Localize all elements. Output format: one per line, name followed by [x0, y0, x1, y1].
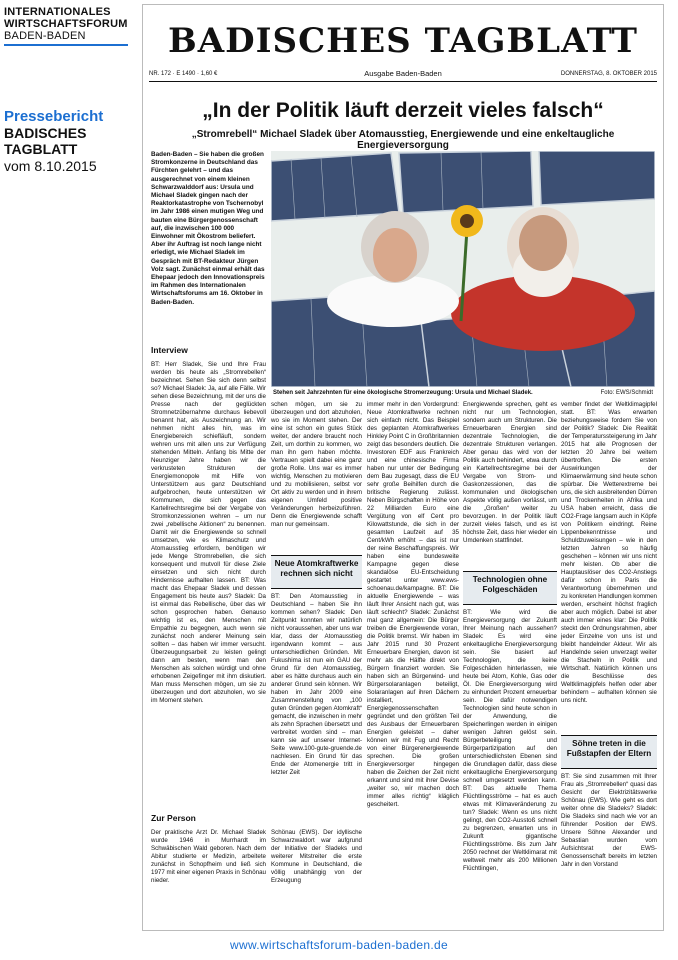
source-line-1: BADISCHES — [4, 125, 87, 141]
text-column-4b: BT: Wie wird die Energieversorgung der Zukunft Ihrer Meinung nach aussehen? Sladek: Es wird eine enkeltaugliche Energieversorgung sein. Sie basiert auf Technologien, die keine Folgeschäden hinterlassen, wie heute bei Atom, Kohle, Gas oder Öl. Die Energieversorgung wird zu einhundert Prozent erneuerbar sein. Die dafür notwendigen Technologien sind heute schon in der Anwendung, die Speicherlingen werden in einigen wenigen Jahren gelöst sein. Bürgerbeteiligung und Bürgerpartizipation auf den unterschiedlichsten Ebenen sind die Grundlagen dafür, dass diese enkeltaugliche Energieversorgung schnell umgesetzt werden kann. BT: Das aktuelle Thema Flüchtlingsströme – hat es auch etwas mit Klimaveränderung zu tun? Sladek: Wenn es uns nicht gelingt, den CO2-Ausstoß schnell zu begrenzen, erwarten uns in Zukunft gigantische Flüchtlingsströme. Bis zum Jahr 2050 rechnet der Weltklimarat mit weltweit mehr als 200 Millionen Flüchtlingen, — [463, 609, 557, 872]
sidebar — [4, 6, 138, 174]
article-lead: Baden-Baden – Sie haben die großen Stromkonzerne in Deutschland das Fürchten gelehrt – und das ausgerechnet von einem kleinen Schwarzwalddorf aus: Ursula und Michael Sladek gingen nach der Reaktorkatastrophe von Tschernobyl im Jahr 1986 einen mutigen Weg und bauten eine Bürgergenossenschaft auf, die inzwischen 100 000 Einwohner mit Ökostrom beliefert. Aber ihr Auftrag ist noch lange nicht erledigt, wie Michael Sladek im Gespräch mit BT-Redakteur Jürgen Volz sagt. Zunächst einmal erhält das Ehepaar jedoch den Innovationspreis im Rahmen des Internationalen Wirtschaftsforums am 16. Oktober in Baden-Baden. — [151, 151, 265, 306]
box-sons: Söhne treten in die Fußstapfen der Eltern — [561, 735, 657, 769]
person-text-1: Der praktische Arzt Dr. Michael Sladek wurde 1946 in Murrhardt im Schwäbischen Wald geboren. Nach dem Abitur studierte er Medizin, arbeitete zunächst in Schopfheim und ließ sich 1977 mit einer eigenen Praxis in Schönau nieder. — [151, 829, 266, 884]
newspaper-masthead: BADISCHES TAGBLATT — [168, 21, 638, 61]
masthead-rule — [149, 81, 657, 82]
org-name-line-3: BADEN-BADEN — [4, 30, 86, 42]
org-rule — [4, 44, 128, 46]
text-column-3: immer mehr in den Vordergrund: Neue Atomkraftwerke rechnen sich einfach nicht. Das Beispiel des geplanten Atomkraftwerkes Hinkley Point C in Großbritannien zeigt das besonders deutlich. Die Investoren EDF aus Frankreich und eine chinesische Firma haben nur unter der Bedingung dem Bau zugesagt, dass die EU sehr große Beihilfen durch die britische Regierung zulässt. Neben Bürgschaften in Höhe von 22 Milliarden Euro eine Vergütung von elf Cent pro Kilowattstunde, die sich in der gesamten Laufzeit auf 35 Cent/kWh erhöht – das ist nur der reine Beschaffungspreis. Wir haben eine bundesweite Kampagne gegen diese skandalöse EU-Entscheidung gestartet unter www.ews-schoenau.de/kampagne. BT: Die aktuelle Energiewende – was läuft Ihrer Ansicht nach gut, was läuft schlecht? Sladek: Zunächst mal ganz allgemein: Die Bürger treiben die Energiewende voran, die Politik bremst. Wir haben im Jahr 2015 rund 30 Prozent Erneuerbare Energien, davon ist mehr als die Hälfte direkt von Bürgern finanziert worden. Sie haben sich an Bürgerwind- und Bürgersolaranlagen beteiligt, Solaranlagen auf ihren Dächern installiert, Energiegenossenschaften gegründet und den größten Teil des Ausbaus der Erneuerbaren Energien geleistet – daher können wir mit Fug und Recht von einer Bürgerenergiewende sprechen. Die großen Energieversorger hingegen haben die Zeichen der Zeit nicht erkannt und sind mit ihrer Devise „weiter so, wir machen doch immer alles richtig“ kläglich gescheitert. — [367, 401, 459, 808]
text-column-2: schen mögen, um sie zu überzeugen und dort abzuholen, wo sie im Moment stehen. Der eine ist schon ein gutes Stück weiter, der andere braucht noch Zeit, um dorthin zu kommen, wo man ihn gern haben möchte. Vertrauen spielt dabei eine ganz große Rolle. Uns war es immer wichtig, Menschen zu motivieren und zu mobilisieren, selbst vor Ort aktiv zu werden und in ihrem eigenen Umfeld positive Veränderungen herbeizuführen. Denn die Energiewende schafft man nur gemeinsam. — [271, 401, 362, 528]
solar-portrait-illustration — [271, 151, 655, 387]
box-technologies: Technologien ohne Folgeschäden — [463, 571, 557, 605]
footer-url[interactable]: www.wirtschaftsforum-baden-baden.de — [230, 938, 448, 952]
section-zur-person: Zur Person — [151, 813, 196, 823]
box-new-nuclear-plants: Neue Atomkraftwerke rechnen sich nicht — [271, 555, 362, 589]
section-interview: Interview — [151, 345, 188, 355]
article-subheadline: „Stromrebell“ Michael Sladek über Atomausstieg, Energiewende und eine enkeltaugliche Energieversorgung — [191, 129, 615, 151]
article-headline: „In der Politik läuft derzeit vieles falsch“ — [202, 99, 604, 122]
org-name-line-2: WIRTSCHAFTSFORUM — [4, 18, 128, 30]
photo-caption-text: Stehen seit Jahrzehnten für eine ökologische Stromerzeugung: Ursula und Michael Sladek. — [273, 390, 533, 396]
article-photo — [271, 151, 655, 387]
person-text-2: Schönau (EWS). Der idyllische Schwarzwaldort war aufgrund der Initiative der Sladeks und weiterer Mitstreiter die erste Kommune in Deutschland, die völlig unabhängig von der Erzeugung — [271, 829, 362, 884]
report-date: vom 8.10.2015 — [4, 158, 97, 174]
text-column-5: vember findet der Weltklimagipfel statt. BT: Was erwarten beziehungsweise fordern Sie von der Politik? Sladek: Die Realität der Temperaturssteigerung im Jahr 2015 hat alle Prognosen der letzten 20 Jahre bei weitem übertroffen. Die ersten Auswirkungen der Klimaerwärmung sind heute schon spürbar. Die Wetterextreme bei uns, die sich ausbreitenden Dürren und Trockenheiten in Afrika und USA haben erreicht, dass die CO2-Frage langsam auch in Köpfe von Politikern eindringt. Reine Lippenbekenntnisse und Schuldzuweisungen – wie in den letzten Jahren so häufig geschehen – können wir uns nicht mehr leisten. Ob aber die Hauptauslöser des CO2-Anstiegs dafür schon in Paris die Verantwortung übernehmen und zu konkreten Handlungen kommen werden, erscheint höchst fraglich aber auch möglich. Dabei ist aber auch immer eines klar: Die Politik steckt den Ordnungsrahmen, aber jeder Einzelne von uns ist und bleibt handelnder Akteur. Wir als Handelnde seien unverzagt weiter die Stacheln in Politik und Wirtschaft. Natürlich können uns die Beschlüsse des Weltklimagipfels helfen oder aber behindern – aufhalten können sie uns nicht. — [561, 401, 657, 704]
press-report-label: Pressebericht — [4, 108, 104, 125]
text-column-5b: BT: Sie sind zusammen mit Ihrer Frau als „Stromrebellen“ quasi das Gesicht der Elektrizitätswerke Schönau (EWS). Wie geht es dort weiter ohne die Sladeks? Sladek: Die Sladeks sind nach wie vor an führender Position der EWS. Unsere Söhne Alexander und Sebastian wurden vom Aufsichtsrat der EWS-Genossenschaft bereits im letzten Jahr in den Vorstand — [561, 773, 657, 868]
photo-caption — [273, 390, 653, 396]
text-column-1: BT: Herr Sladek, Sie und Ihre Frau werden bis heute als „Stromrebellen“ bezeichnet. Sehen Sie sich denn selbst so? Michael Sladek: Ja, auf alle Fälle. Wir sehen diese Bezeichnung, mit der uns die Presse nach der geglückten Stromnetzübernahme durchaus liebevoll benannt hat, als Auszeichnung an. Wir nehmen nicht alles hin, was im Energiebereich schiefläuft, sondern wehren uns mit allen uns zur Verfügung stehenden Mitteln. Anfang bis Mitte der Neunziger Jahre haben wir die verkrusteten Strukturen der Energiemonopole mit Hilfe von Unterstützern aus ganz Deutschland aufgebrochen, heute unterstützen wir Kommunen, die sich gegen das Kartellrechtsregime bei der Vergabe von Stromkonzessionen wehren – um nur zwei „rebellische Aktionen“ zu benennen. Damit wir die Energiewende so schnell umsetzen, wie es Klimaschutz und Atomausstieg erfordern, benötigen wir jede Menge Stromrebellen, die sich konsequent und mutvoll für diese Ziele einsetzen und sich nicht durch Hindernisse aufhalten lassen. BT: Was macht das Ehepaar Sladek und dessen Engagement bis heute aus? Sladek: Da ist einmal das Rebellische, über das wir schon gesprochen haben. Genauso wichtig ist es, den Menschen mit Empathie zu begegnen, auch wenn sie zunächst noch anderer Meinung sein sollten – das haben wir immer versucht. Überzeugungsarbeit zu leisten gelingt dann am besten, wenn man den Menschen als solchen würdigt und ohne erhobenen Zeigefinger mit ihm diskutiert. Man muss Menschen mögen, um sie zu überzeugen und dort abzuholen, wo sie im Moment stehen. — [151, 361, 266, 704]
issue-info: NR. 172 · E 1490 · 1,60 € — [149, 71, 218, 77]
photo-credit: Foto: EWS/Schmidt — [600, 390, 653, 396]
source-line-2: TAGBLATT — [4, 141, 78, 157]
edition-label: Ausgabe Baden-Baden — [364, 69, 442, 78]
text-column-4: Energiewende sprechen, geht es nicht nur um Technologien, sondern auch um Strukturen. Die Erneuerbaren Energien sind dezentrale Technologien, die dezentrale Strukturen verlangen. Aber genau das wird von der Politik auch behindert, etwa durch ein Kartellrechtsregime bei der Vergabe von Strom- und Gaskonzessionen, das die kommunalen und ökologischen Aspekte völlig außen vorlässt, um die „Großen“ weiter zu bevorzugen. In der Politik läuft zurzeit vieles falsch, und es ist höchste Zeit, dass hier wieder ein Umdenken stattfindet. — [463, 401, 557, 544]
org-name-line-1: INTERNATIONALES — [4, 6, 111, 18]
text-column-2b: BT: Den Atomausstieg in Deutschland – haben Sie ihn kommen sehen? Sladek: Den Zeitpunkt konnten wir natürlich nicht voraussehen, aber uns war klar, dass der Atomausstieg irgendwann kommt – aus unterschiedlichen Gründen. Mit Fukushima ist nun ein GAU der Grund für den Atomausstieg, aber es hätte durchaus auch ein anderer Grund sein können. Wir haben im Jahr 2009 eine Zusammenstellung von „100 guten Gründen gegen Atomkraft“ gemacht, die inzwischen in mehr als zehn Sprachen übersetzt und verbreitet worden sind – man kann sie auf unserer Internet-Seite www.100-gute-gruende.de nachlesen. Ein Grund für das Ende der Atomenergie tritt in letzter Zeit — [271, 593, 362, 776]
issue-date: DONNERSTAG, 8. OKTOBER 2015 — [560, 71, 657, 77]
newspaper-page — [142, 4, 664, 931]
